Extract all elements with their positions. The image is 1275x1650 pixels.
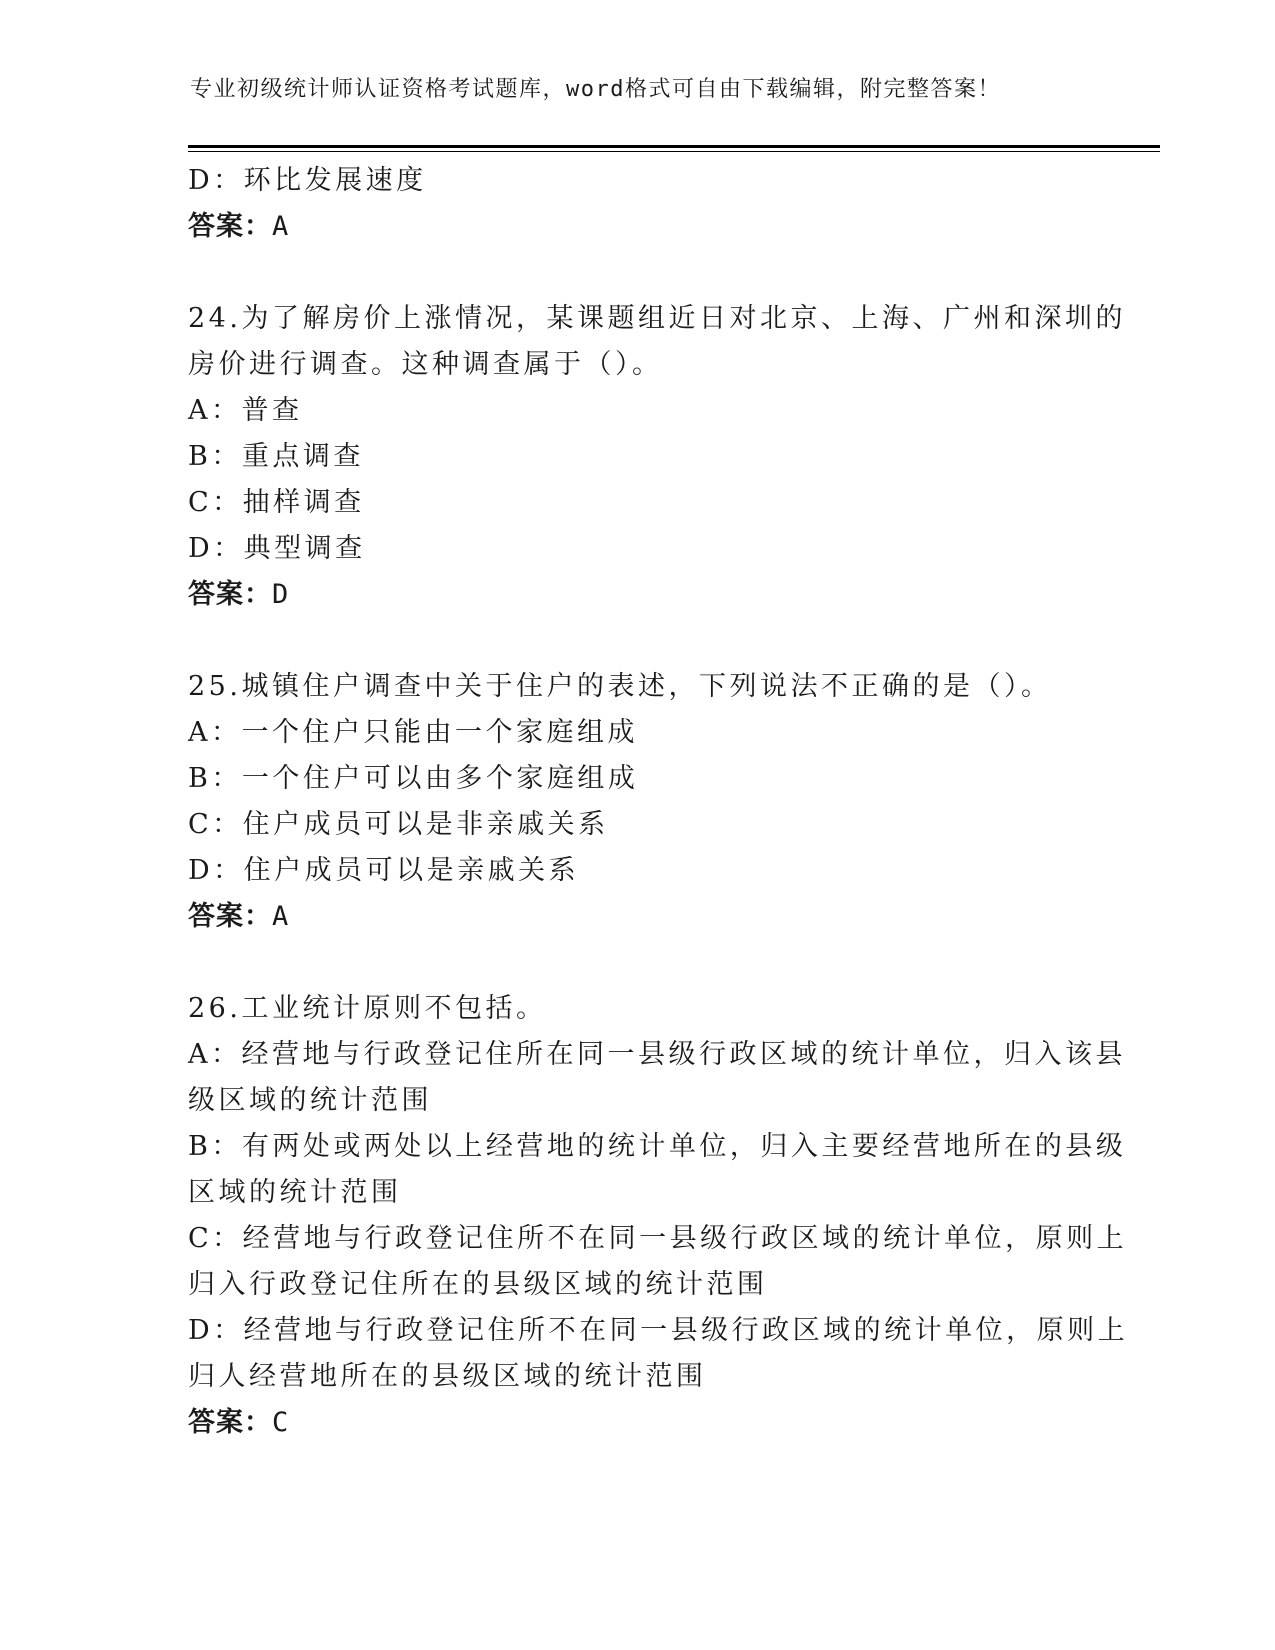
- option-d: D：典型调查: [188, 533, 366, 564]
- page-header: 专业初级统计师认证资格考试题库，word格式可自由下载编辑，附完整答案！: [190, 77, 1001, 102]
- option-d: D：经营地与行政登记住所不在同一县级行政区域的统计单位，原则上: [188, 1315, 1129, 1346]
- question-26: [188, 986, 1129, 1446]
- question-content: [188, 158, 1129, 1446]
- option-b: B：一个住户可以由多个家庭组成: [188, 763, 639, 794]
- question-stem: 24.为了解房价上涨情况，某课题组近日对北京、上海、广州和深圳的: [188, 303, 1126, 334]
- option-a: A：普查: [188, 395, 303, 426]
- answer-value: A: [272, 901, 290, 932]
- option-b-cont: 区域的统计范围: [188, 1177, 402, 1208]
- option-d: D：住户成员可以是亲戚关系: [188, 855, 580, 886]
- option-b: B：重点调查: [188, 441, 364, 472]
- answer-label: 答案：: [188, 901, 272, 932]
- answer-line: [188, 1400, 1088, 1446]
- spacer: [188, 250, 1088, 296]
- answer-line: [188, 894, 1088, 940]
- spacer: [188, 940, 1088, 986]
- answer-value: A: [272, 211, 290, 242]
- question-24: [188, 296, 1126, 618]
- answer-label: 答案：: [188, 1407, 272, 1438]
- spacer: [188, 618, 1088, 664]
- option-d-cont: 归人经营地所在的县级区域的统计范围: [188, 1361, 707, 1392]
- option-d: D：环比发展速度: [188, 165, 427, 196]
- header-rule-thin: [188, 151, 1160, 152]
- answer-line: [188, 572, 1088, 618]
- option-c: C：住户成员可以是非亲戚关系: [188, 809, 609, 840]
- header-rule-thick: [188, 145, 1160, 148]
- answer-line: [188, 204, 1088, 250]
- question-stem: 26.工业统计原则不包括。: [188, 993, 547, 1024]
- question-stem: 25.城镇住户调查中关于住户的表述，下列说法不正确的是（）。: [188, 671, 1052, 702]
- answer-label: 答案：: [188, 211, 272, 242]
- option-a: A：一个住户只能由一个家庭组成: [188, 717, 638, 748]
- option-a-cont: 级区域的统计范围: [188, 1085, 432, 1116]
- question-25: [188, 664, 1088, 940]
- option-c: C：抽样调查: [188, 487, 365, 518]
- question-stem-cont: 房价进行调查。这种调查属于（）。: [188, 349, 663, 380]
- answer-value: C: [272, 1407, 290, 1438]
- option-c: C：经营地与行政登记住所不在同一县级行政区域的统计单位，原则上: [188, 1223, 1128, 1254]
- answer-value: D: [272, 579, 290, 610]
- answer-label: 答案：: [188, 579, 272, 610]
- option-c-cont: 归入行政登记住所在的县级区域的统计范围: [188, 1269, 768, 1300]
- option-a: A：经营地与行政登记住所在同一县级行政区域的统计单位，归入该县: [188, 1039, 1126, 1070]
- option-b: B：有两处或两处以上经营地的统计单位，归入主要经营地所在的县级: [188, 1131, 1127, 1162]
